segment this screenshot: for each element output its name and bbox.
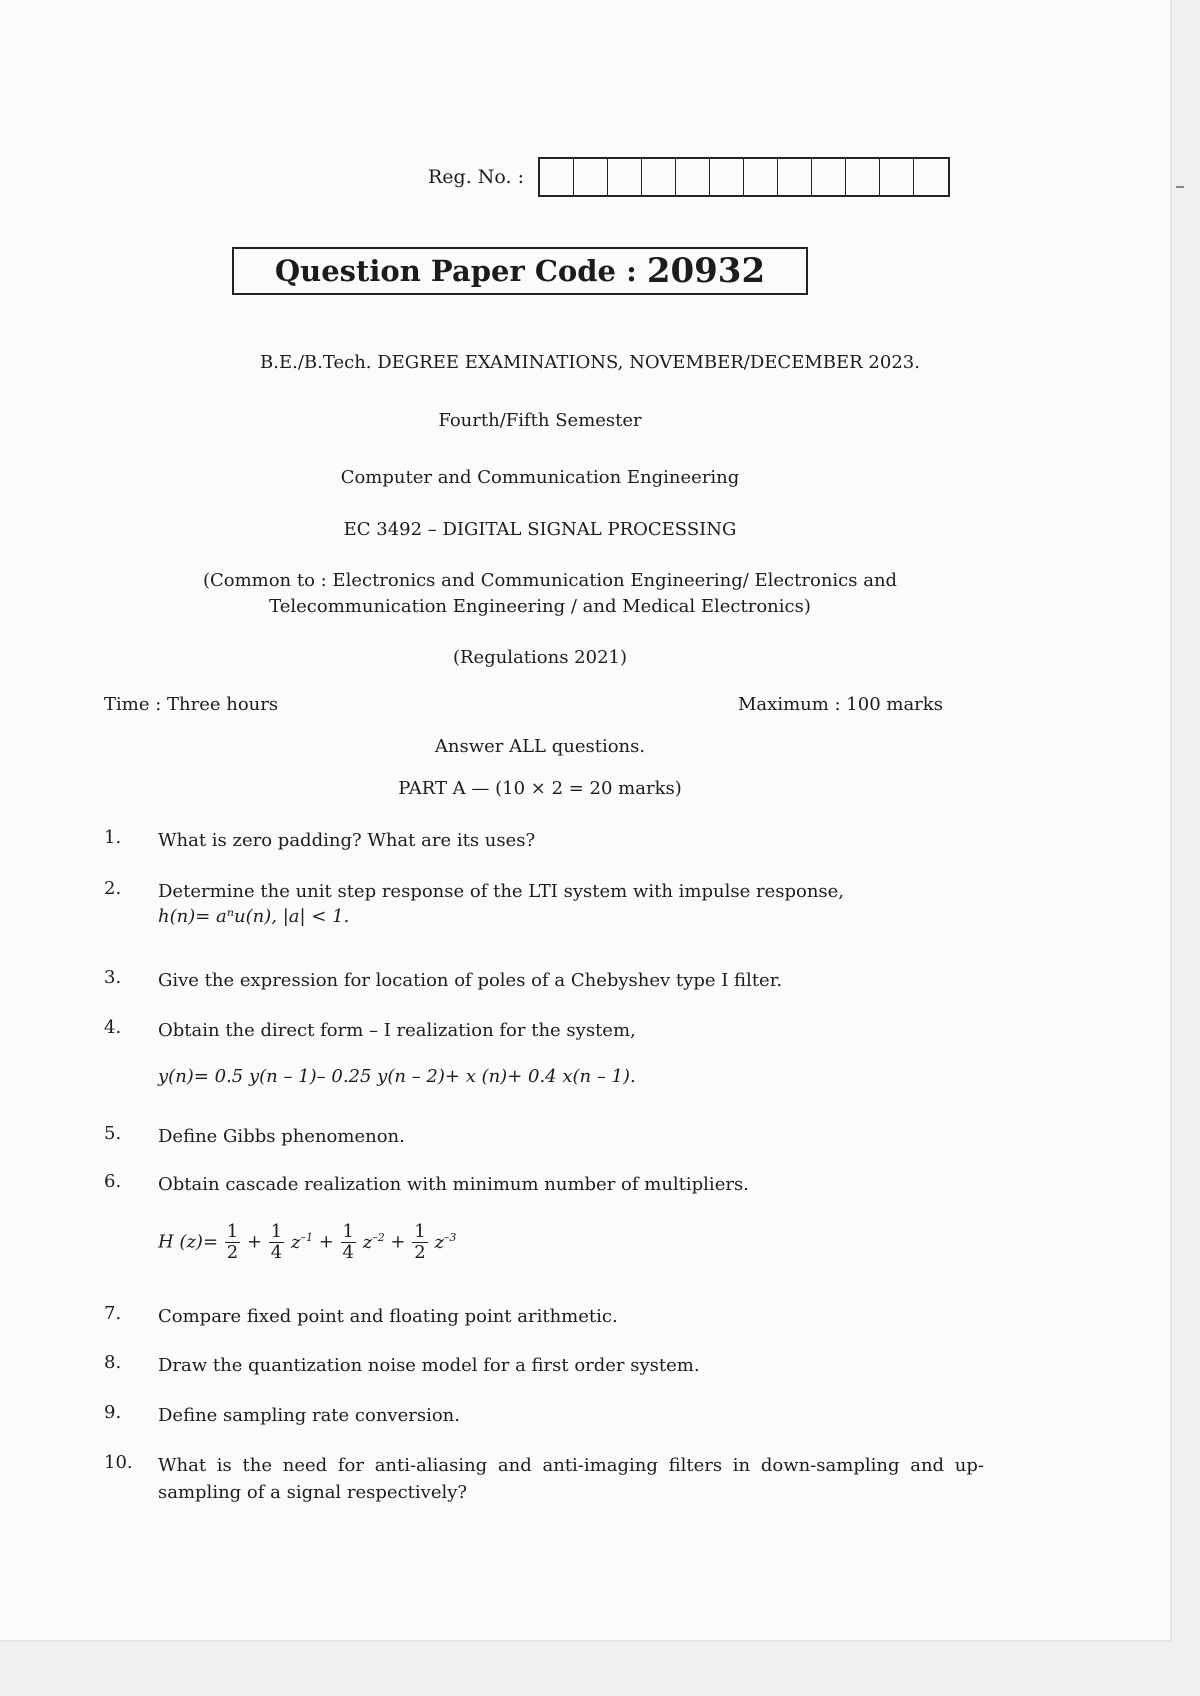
reg-no-digit-box[interactable]: [642, 159, 676, 195]
question-4-formula: y(n)= 0.5 y(n – 1)– 0.25 y(n – 2)+ x (n)+ 0.4 x(n – 1).: [158, 1066, 636, 1087]
question-text: Define Gibbs phenomenon.: [158, 1126, 405, 1147]
reg-no-digit-box[interactable]: [880, 159, 914, 195]
reg-no-boxes[interactable]: [538, 157, 950, 197]
question-number: 9.: [104, 1402, 122, 1423]
fraction-term: $\frac{1}{4}$: [270, 1221, 283, 1263]
reg-no-digit-box[interactable]: [608, 159, 642, 195]
question-text: What is zero padding? What are its uses?: [158, 830, 536, 851]
question-number: 4.: [104, 1017, 122, 1038]
question-number: 3.: [104, 967, 122, 988]
question-paper-code-box: [232, 247, 808, 295]
question-text: Determine the unit step response of the LTI system with impulse response,: [158, 881, 845, 902]
question-text: Obtain cascade realization with minimum number of multipliers.: [158, 1174, 749, 1195]
question-number: 2.: [104, 878, 122, 899]
reg-no-digit-box[interactable]: [744, 159, 778, 195]
qpc-code: 20932: [646, 251, 766, 291]
fraction-term: $\frac{1}{2}$: [414, 1221, 426, 1263]
semester: Fourth/Fifth Semester: [438, 410, 642, 431]
z-power: $z^{-3}$: [434, 1230, 457, 1253]
department: Computer and Communication Engineering: [340, 467, 740, 488]
plus-sign: +: [318, 1231, 334, 1253]
reg-no-digit-box[interactable]: [574, 159, 608, 195]
question-number: 5.: [104, 1123, 122, 1144]
question-text: Obtain the direct form – I realization for the system,: [158, 1020, 636, 1041]
max-marks-label: Maximum : 100 marks: [738, 694, 943, 715]
question-6-formula: [158, 1222, 456, 1263]
question-2-formula: h(n)= aⁿu(n), |a| < 1.: [158, 906, 350, 927]
reg-no-digit-box[interactable]: [778, 159, 812, 195]
part-heading: PART A — (10 × 2 = 20 marks): [398, 778, 682, 799]
scan-edge-mark: [1176, 186, 1184, 188]
question-number: 8.: [104, 1352, 122, 1373]
fraction-term: $\frac{1}{2}$: [226, 1221, 239, 1263]
question-number: 6.: [104, 1171, 122, 1192]
question-text: Give the expression for location of poles of a Chebyshev type I filter.: [158, 970, 783, 991]
reg-no-digit-box[interactable]: [914, 159, 948, 195]
z-power: $z^{-2}$: [362, 1230, 385, 1253]
instruction: Answer ALL questions.: [434, 736, 646, 757]
qpc-label: Question Paper Code :: [274, 254, 637, 288]
reg-no-digit-box[interactable]: [676, 159, 710, 195]
plus-sign: +: [390, 1231, 406, 1253]
time-label: Time : Three hours: [104, 694, 279, 715]
question-number: 10.: [104, 1452, 133, 1473]
common-line-2: Telecommunication Engineering / and Medical Electronics): [269, 596, 811, 617]
reg-no-label: Reg. No. :: [428, 166, 525, 188]
course-title: EC 3492 – DIGITAL SIGNAL PROCESSING: [343, 519, 737, 540]
common-line-1: (Common to : Electronics and Communication Engineering/ Electronics and: [202, 570, 898, 591]
question-number: 1.: [104, 827, 122, 848]
question-text: Compare fixed point and floating point arithmetic.: [158, 1306, 618, 1327]
question-number: 7.: [104, 1303, 122, 1324]
question-text: Define sampling rate conversion.: [158, 1405, 460, 1426]
reg-no-digit-box[interactable]: [812, 159, 846, 195]
exam-title: B.E./B.Tech. DEGREE EXAMINATIONS, NOVEMBER/DECEMBER 2023.: [260, 352, 920, 373]
regulations: (Regulations 2021): [452, 647, 628, 668]
z-power: $z^{-1}$: [290, 1230, 313, 1253]
fraction-term: $\frac{1}{4}$: [342, 1221, 354, 1263]
reg-no-digit-box[interactable]: [846, 159, 880, 195]
reg-no-digit-box[interactable]: [540, 159, 574, 195]
formula-lhs: H (z)=: [158, 1231, 219, 1253]
reg-no-digit-box[interactable]: [710, 159, 744, 195]
plus-sign: +: [246, 1231, 263, 1253]
question-text: Draw the quantization noise model for a first order system.: [158, 1355, 700, 1376]
question-text: What is the need for anti-aliasing and anti-imaging filters in down-sampling and up-sampling of a signal respectively?: [158, 1455, 984, 1503]
